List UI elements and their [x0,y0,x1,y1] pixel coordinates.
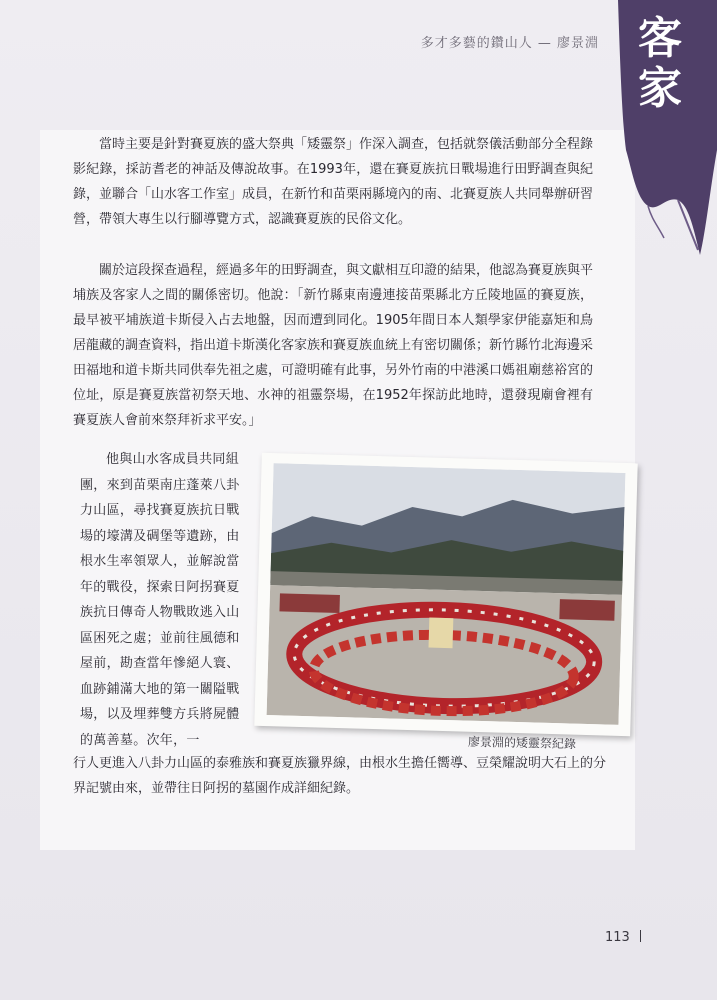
section-brand-title: 客家 [638,13,682,114]
body-paragraph-3-tail: 行人更進入八卦力山區的泰雅族和賽夏族獵界線，由根水生擔任嚮導、豆榮耀說明大石上的分界記號由來，並帶往日阿拐的墓園作成詳細紀錄。 [73,756,607,796]
body-paragraph-3-wrapped: 他與山水客成員共同組團，來到苗栗南庄蓬萊八卦力山區，尋找賽夏族抗日戰場的壕溝及碉堡等遺跡，由根水生率領眾人，並解說當年的戰役，探索日阿拐賽夏族抗日傳奇人物戰敗逃入山區困死之處；並前往風德和屋前，勘查當年慘絕人寰、血跡鋪滿大地的第一關隘戰場，以及埋葬雙方兵將屍體的萬善墓。次年，一 [80,452,240,748]
running-header: 多才多藝的鑽山人 — 廖景淵 [420,36,599,51]
page-number-rule [640,930,641,942]
festival-photo [267,463,626,725]
body-paragraph-1: 當時主要是針對賽夏族的盛大祭典「矮靈祭」作深入調查，包括就祭儀活動部分全程錄影紀錄，採訪耆老的神話及傳說故事。在1993年，還在賽夏族抗日戰場進行田野調查與紀錄，並聯合「山水客工作室」成員，在新竹和苗栗兩縣境內的南、北賽夏族人共同舉辦研習營，帶領大專生以行腳導覽方式，認識賽夏族的民俗文化。 [73,137,594,227]
page-number [605,930,641,945]
body-paragraph-2: 關於這段探查過程，經過多年的田野調查，與文獻相互印證的結果，他認為賽夏族與平埔族及客家人之間的關係密切。他說：「新竹縣東南邊連接苗栗縣北方丘陵地區的賽夏族，最早被平埔族道卡斯侵入占去地盤，因而遭到同化。1905年間日本人類學家伊能嘉矩和鳥居龍藏的調查資料，指出道卡斯漢化客家族和賽夏族血統上有密切關係；新竹縣竹北海邊采田福地和道卡斯共同供奉先祖之處，可證明確有此事，另外竹南的中港溪口媽祖廟慈裕宮的位址，原是賽夏族當初祭天地、水神的祖靈祭場，在1952年探訪此地時，還發現廟會裡有賽夏族人會前來祭拜祈求平安。」 [73,263,594,428]
photo-frame [254,453,637,736]
photo-caption: 廖景淵的矮靈祭紀錄 [467,734,577,752]
page-number-value: 113 [605,930,630,945]
